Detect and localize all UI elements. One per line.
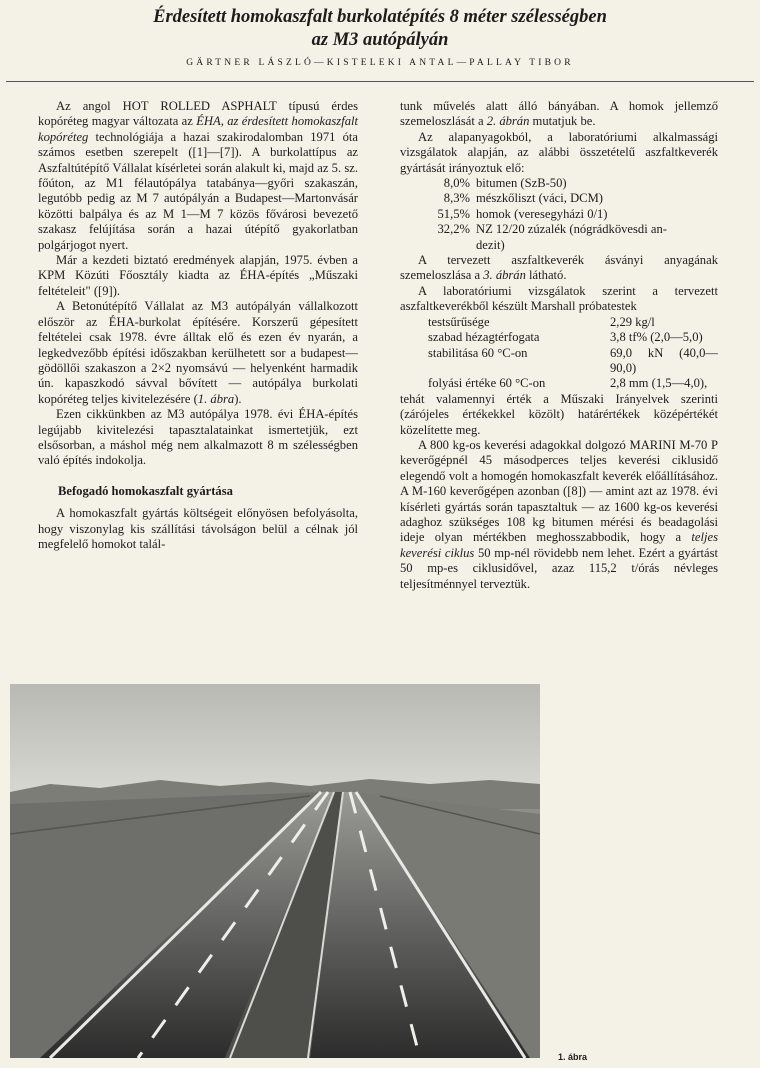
paragraph: A homokaszfalt gyártás költségeit előnyösen befolyásolta, hogy viszonylag kis szállítási távolságon belül a célnak jól megfelelő homokot talál- — [38, 506, 358, 551]
article-authors: GÄRTNER LÁSZLÓ—KISTELEKI ANTAL—PALLAY TIBOR — [186, 58, 574, 68]
marshall-properties-list — [400, 315, 718, 392]
right-column — [400, 99, 718, 592]
section-heading: Befogadó homokaszfalt gyártása — [58, 483, 233, 498]
paragraph: Ezen cikkünkben az M3 autópálya 1978. évi ÉHA-építés legújabb kivitelezési tapasztalatainkat ismertetjük, ezt elsősorban, a máshol még nem alkalmazott 8 m szélességben való építés indokolja. — [38, 407, 358, 468]
list-item: 32,2% NZ 12/20 zúzalék (nógrádkövesdi an- dezit) — [437, 222, 667, 252]
article-title — [60, 6, 700, 52]
paragraph: Az angol HOT ROLLED ASPHALT típusú érdes kopóréteg magyar változata az ÉHA, az érdesített homokaszfalt kopóréteg technológiája a hazai szakirodalomban 1971 óta számos esetben szerepelt ([1]—[7]). A burkolattípus az Aszfaltútépítő Vállalat kísérletei során alakult ki, majd az 5. sz. főúton, az M1 félautópálya tatabánya—győri szakaszán, legutóbb pedig az M 7 autópályán a Budapest—Martonvásár közötti balpálya és az M 1—M 7 közös fővárosi bevezető szakasz felújítása során a hazai útépítő gyakorlatban polgárjogot nyert. — [38, 99, 359, 252]
list-item: testsűrűsége 2,29 kg/l — [428, 314, 655, 329]
paragraph: A Betonútépítő Vállalat az M3 autópályán vállalkozott először az ÉHA-burkolat építésére. Korszerű gépesített feltételei csak 1978. évre álltak elő és ezen év nyarán, a legkedvezőbb építési időszakban kerülhetett sor a budapest—gödöllői szakaszon a 2×2 nyomsávú — helyenként harmadik ún. kapaszkodó sávval bővített — autópálya burkolati kopóréteg teljes kivitelezésére (1. ábra). — [38, 299, 358, 406]
list-item: szabad hézagtérfogata 3,8 tf% (2,0—5,0) — [428, 330, 703, 345]
left-column — [38, 99, 358, 552]
list-item: 51,5% homok (veresegyházi 0/1) — [437, 206, 608, 221]
list-item: 8,3% mészkőliszt (váci, DCM) — [443, 191, 603, 206]
paragraph: Már a kezdeti biztató eredmények alapján, 1975. évben a KPM Közúti Főosztály kiadta az ÉHA-építés „Műszaki feltételeit" ([9]). — [38, 253, 358, 298]
paragraph: Az alapanyagokból, a laboratóriumi alkalmassági vizsgálatok alapján, az alábbi összetételű aszfaltkeverék gyártását irányoztuk elő: — [400, 129, 718, 175]
paragraph: A laboratóriumi vizsgálatok szerint a tervezett aszfaltkeverékből készült Marshall próbatestek — [400, 283, 718, 314]
list-item: 8,0% bitumen (SzB-50) — [443, 176, 567, 191]
figure-caption: 1. ábra — [558, 1052, 588, 1062]
paragraph: A 800 kg-os keverési adagokkal dolgozó MARINI M-70 P keverőgépnél 45 másodperces teljes keverési ciklusidő elegendő volt a homogén homokaszfalt keverék előállításához. A M-160 keverőgépen azonban ([8]) — amint azt az 1978. évi kísérleti gyártás során tapasztaltuk — az 1600 kg-os keverési adaghoz szükséges 108 kg bitumen mérési és beadagolási ideje olyan mértékben meghosszabbodik, hogy a teljes keverési ciklus 50 mp-nél rövidebb nem lehet. Ezért a gyártást 50 mp-es ciklusidővel, azaz 115,2 t/órás névleges teljesítménnyel terveztük. — [400, 437, 718, 591]
motorway-photo — [10, 684, 540, 1058]
header-divider — [6, 81, 754, 82]
paragraph: tehát valamennyi érték a Műszaki Irányelvek szerinti (zárójeles értékekkel közölt) határértékek középértékét közelítette meg. — [400, 391, 718, 437]
mix-composition-list — [400, 176, 718, 253]
paragraph: tunk művelés alatt álló bányában. A homok jellemző szemeloszlását a 2. ábrán mutatjuk be. — [400, 99, 718, 129]
list-item: stabilitása 60 °C-on 69,0 kN (40,0—90,0) — [428, 345, 718, 375]
list-item: folyási értéke 60 °C-on 2,8 mm (1,5—4,0), — [428, 376, 708, 391]
title-line-2: az M3 autópályán — [311, 30, 449, 50]
paragraph: A tervezett aszfaltkeverék ásványi anyagának szemeloszlása a 3. ábrán látható. — [400, 253, 718, 283]
title-line-1: Érdesített homokaszfalt burkolatépítés 8 méter szélességben — [153, 7, 607, 27]
